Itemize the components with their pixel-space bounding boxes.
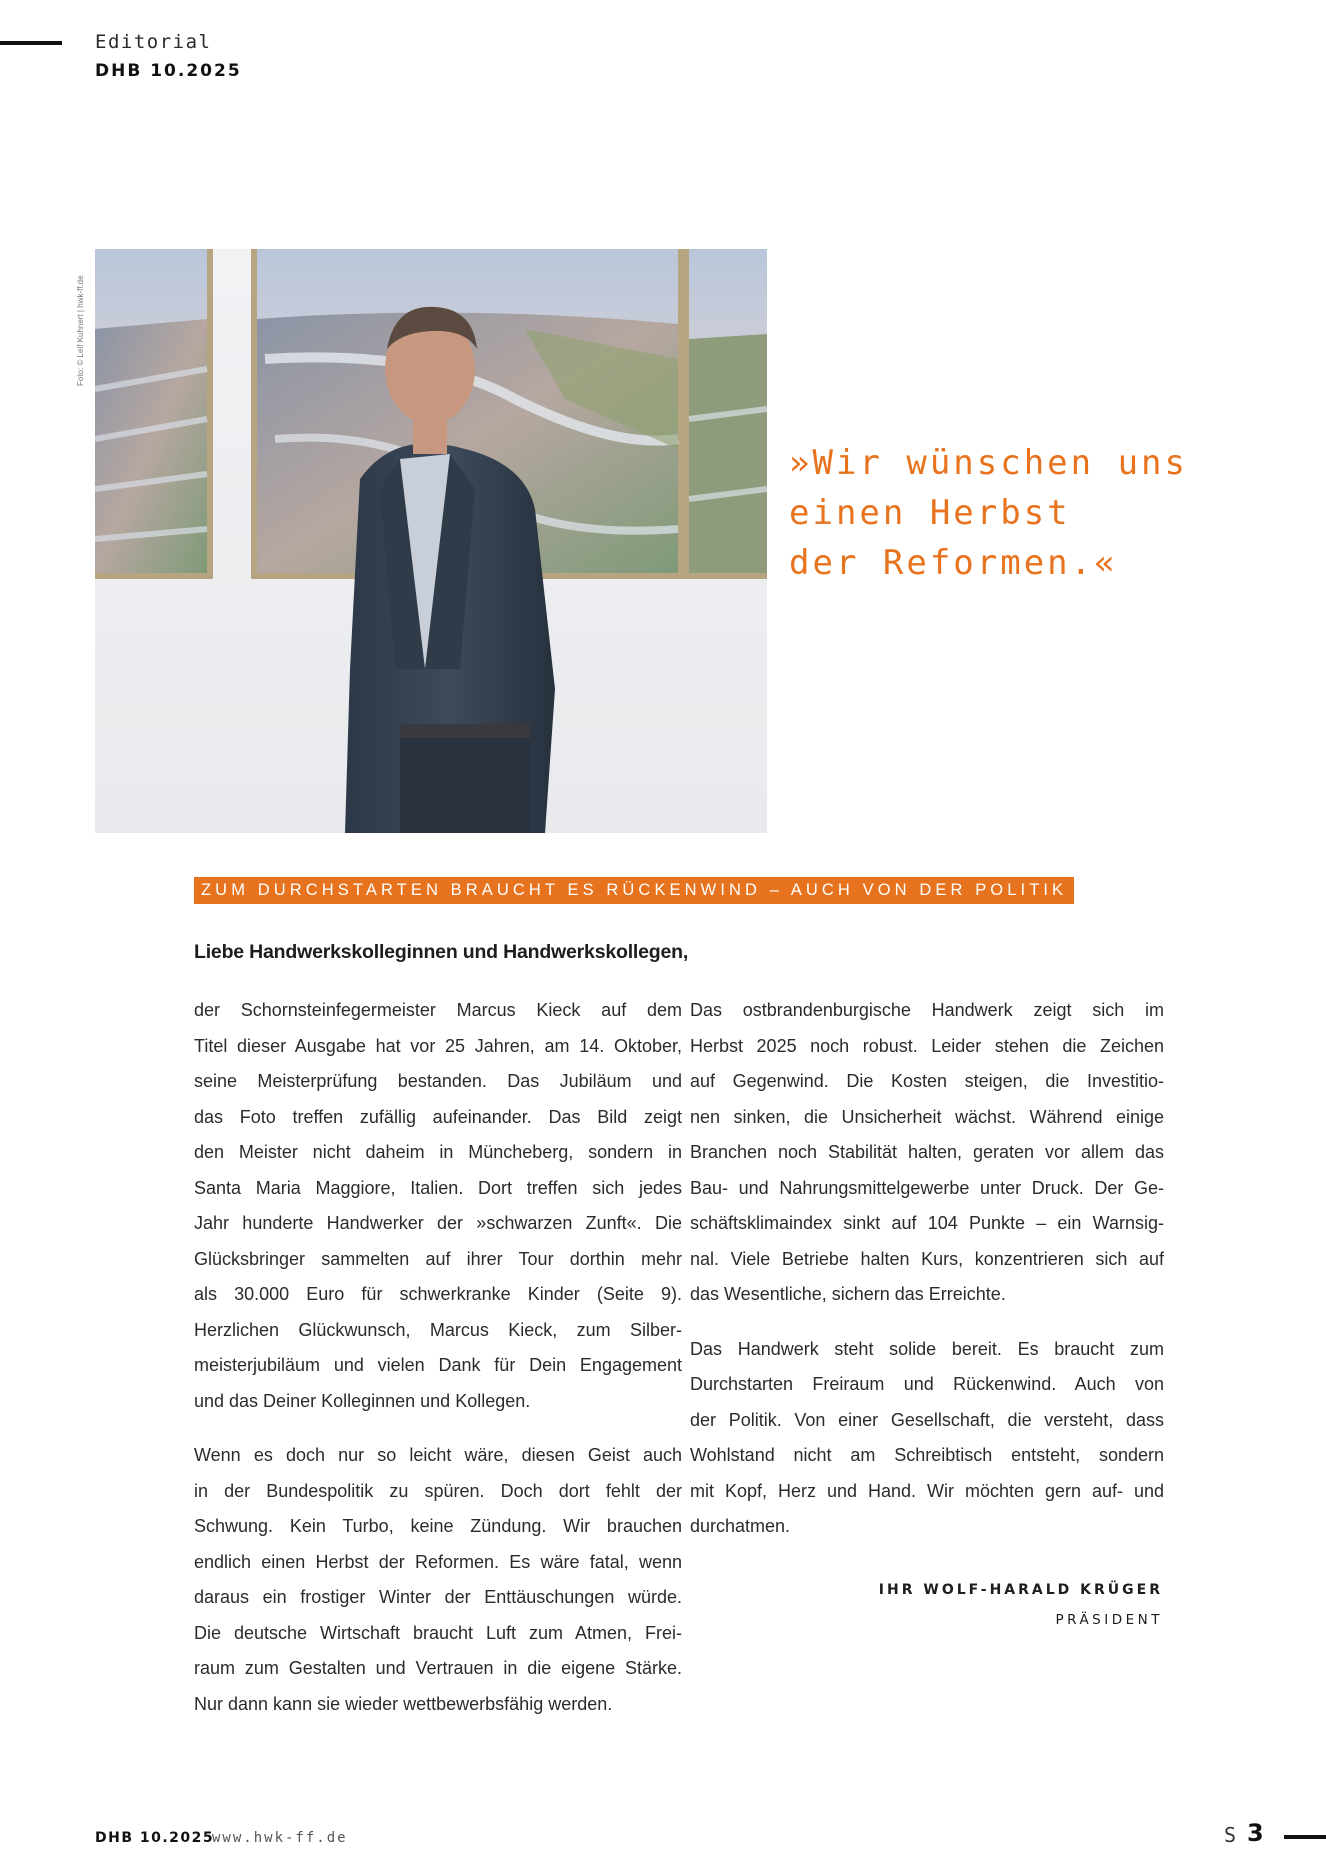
text-line: Die deutsche Wirtschaft braucht Luft zum Atmen, Frei-	[194, 1622, 682, 1643]
text-line: der Schornsteinfegermeister Marcus Kieck auf dem	[194, 1000, 682, 1020]
paragraph	[194, 993, 682, 1419]
signature-title: PRÄSIDENT	[1055, 1612, 1163, 1628]
footer-url-link[interactable]: www.hwk-ff.de	[212, 1830, 348, 1846]
text-line: durchatmen.	[690, 1516, 791, 1536]
salutation: Liebe Handwerkskolleginnen und Handwerkskollegen,	[194, 941, 689, 963]
paragraph	[690, 1332, 1164, 1545]
text-line: als 30.000 Euro für schwerkranke Kinder (Seite 9).	[194, 1284, 682, 1304]
paragraph	[194, 1438, 682, 1722]
text-line: der Politik. Von einer Gesellschaft, die versteht, dass	[690, 1409, 1164, 1430]
text-line: endlich einen Herbst der Reformen. Es wäre fatal, wenn	[194, 1551, 682, 1572]
pull-quote-line: »Wir wünschen uns	[789, 443, 1188, 483]
body-column-right	[690, 993, 1164, 1564]
text-line: nen sinken, die Unsicherheit wächst. Während einige	[690, 1106, 1164, 1127]
footer-issue: DHB 10.2025	[95, 1830, 215, 1846]
text-line: Herzlichen Glückwunsch, Marcus Kieck, zum Silber-	[194, 1319, 682, 1340]
text-line: Wohlstand nicht am Schreibtisch entsteht, sondern	[690, 1445, 1164, 1465]
text-line: Wenn es doch nur so leicht wäre, diesen Geist auch	[194, 1445, 682, 1465]
issue-label: DHB 10.2025	[95, 61, 242, 81]
text-line: das Wesentliche, sichern das Erreichte.	[690, 1284, 1006, 1304]
kicker-headline: ZUM DURCHSTARTEN BRAUCHT ES RÜCKENWIND – AUCH VON DER POLITIK	[194, 877, 1074, 904]
text-line: Nur dann kann sie wieder wettbewerbsfähig werden.	[194, 1693, 613, 1714]
portrait-photo	[95, 249, 767, 833]
text-line: auf Gegenwind. Die Kosten steigen, die Investitio-	[690, 1071, 1164, 1091]
text-line: Santa Maria Maggiore, Italien. Dort treffen sich jedes	[194, 1177, 682, 1198]
signature-name: IHR WOLF-HARALD KRÜGER	[878, 1582, 1163, 1598]
text-line: meisterjubiläum und vielen Dank für Dein Engagement	[194, 1355, 682, 1375]
text-line: seine Meisterprüfung bestanden. Das Jubiläum und	[194, 1071, 682, 1091]
text-line: Das ostbrandenburgische Handwerk zeigt sich im	[690, 1000, 1164, 1020]
paragraph	[690, 993, 1164, 1313]
text-line: Durchstarten Freiraum und Rückenwind. Auch von	[690, 1374, 1164, 1394]
text-line: Das Handwerk steht solide bereit. Es braucht zum	[690, 1338, 1164, 1359]
text-line: Herbst 2025 noch robust. Leider stehen die Zeichen	[690, 1035, 1164, 1056]
text-line: daraus ein frostiger Winter der Enttäuschungen würde.	[194, 1587, 682, 1607]
text-line: Jahr hunderte Handwerker der »schwarzen Zunft«. Die	[194, 1213, 682, 1233]
text-line: in der Bundespolitik zu spüren. Doch dort fehlt der	[194, 1480, 682, 1501]
text-line: den Meister nicht daheim in Müncheberg, sondern in	[194, 1142, 682, 1162]
text-line: Glücksbringer sammelten auf ihrer Tour dorthin mehr	[194, 1248, 682, 1269]
text-line: Schwung. Kein Turbo, keine Zündung. Wir brauchen	[194, 1516, 682, 1536]
photo-credit: Foto: © Leif Kuhnert | hwk-ff.de	[76, 275, 85, 386]
page-prefix: S	[1224, 1823, 1237, 1847]
body-column-left	[194, 993, 682, 1741]
section-label: Editorial	[95, 31, 212, 53]
text-line: Bau- und Nahrungsmittelgewerbe unter Druck. Der Ge-	[690, 1177, 1164, 1198]
footer-rule	[1284, 1835, 1326, 1839]
header-rule	[0, 41, 62, 45]
text-line: das Foto treffen zufällig aufeinander. Das Bild zeigt	[194, 1106, 682, 1127]
pull-quote-line: der Reformen.«	[789, 543, 1118, 583]
pull-quote-line: einen Herbst	[789, 493, 1071, 533]
text-line: Branchen noch Stabilität halten, geraten vor allem das	[690, 1142, 1164, 1162]
text-line: Titel dieser Ausgabe hat vor 25 Jahren, am 14. Oktober,	[194, 1035, 682, 1056]
text-line: nal. Viele Betriebe halten Kurs, konzentrieren sich auf	[690, 1248, 1164, 1269]
pull-quote	[789, 438, 1289, 588]
text-line: schäftsklimaindex sinkt auf 104 Punkte – ein Warnsig-	[690, 1213, 1164, 1233]
text-line: raum zum Gestalten und Vertrauen in die eigene Stärke.	[194, 1658, 682, 1678]
text-line: mit Kopf, Herz und Hand. Wir möchten gern auf- und	[690, 1480, 1164, 1501]
page-number: 3	[1247, 1819, 1264, 1847]
text-line: und das Deiner Kolleginnen und Kollegen.	[194, 1390, 531, 1411]
